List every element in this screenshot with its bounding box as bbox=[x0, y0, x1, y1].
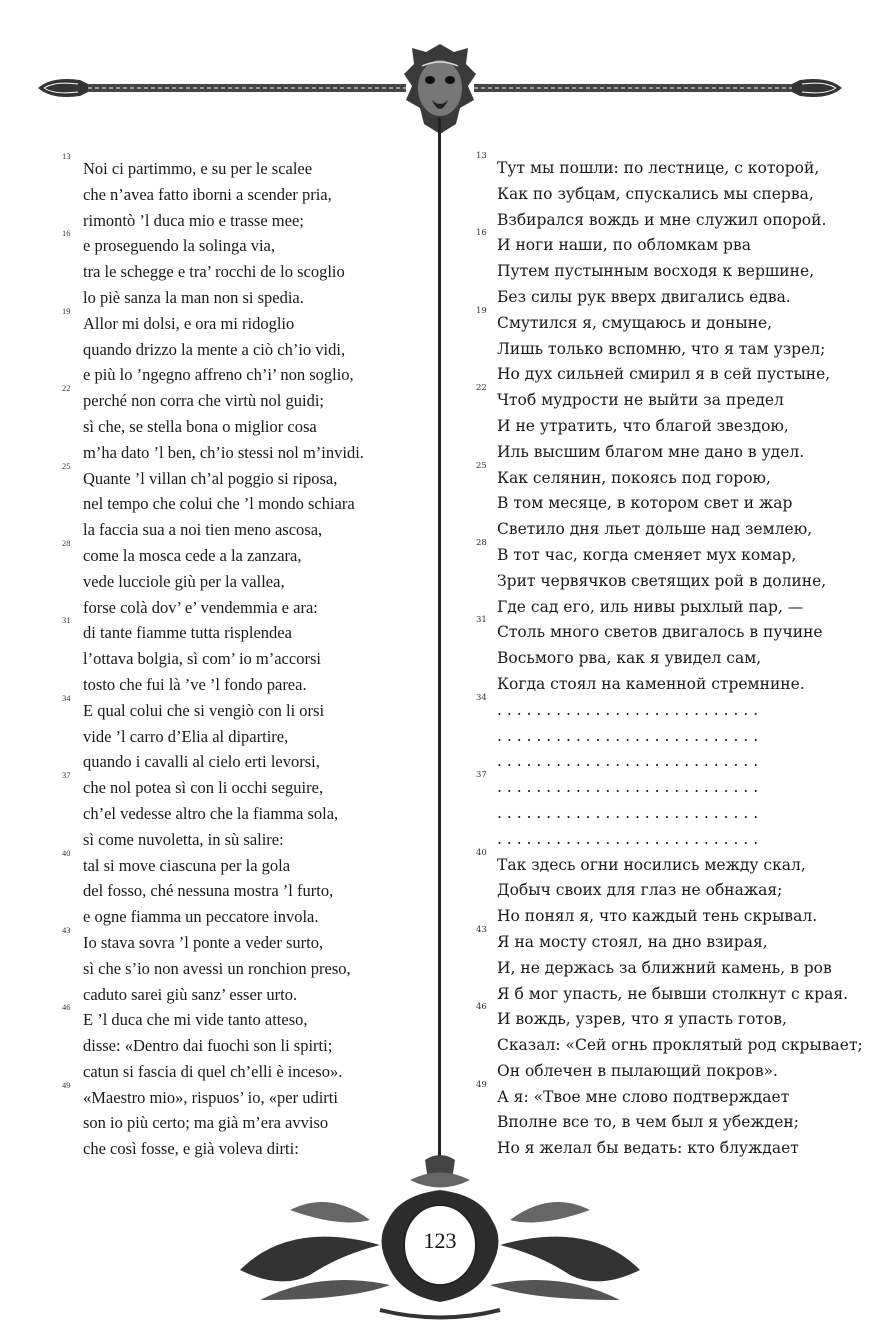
verse-line bbox=[476, 692, 856, 724]
verse-line bbox=[62, 672, 422, 698]
verse-line bbox=[476, 383, 856, 414]
verse-number: 28 bbox=[62, 537, 71, 548]
verse-line bbox=[476, 847, 856, 879]
verse-text: disse: «Dentro dai fuochi son li spirti; bbox=[83, 1036, 333, 1056]
verse-line bbox=[62, 491, 422, 517]
foliage-left-icon bbox=[240, 1202, 390, 1300]
verse-line bbox=[62, 182, 422, 208]
verse-line bbox=[62, 749, 422, 775]
verse-line bbox=[476, 770, 856, 801]
verse-line bbox=[476, 878, 856, 904]
verse-line bbox=[62, 569, 422, 595]
verse-number: 49 bbox=[62, 1079, 71, 1090]
verse-text: ch’el vedesse altro che la fiamma sola, bbox=[83, 803, 339, 823]
verse-number: 25 bbox=[62, 460, 71, 471]
verse-text: forse colà dov’ e’ vendemmia e ara: bbox=[83, 597, 318, 617]
verse-text: quando drizzo la mente a ciò ch’io vidi, bbox=[83, 339, 346, 359]
verse-line bbox=[62, 801, 422, 827]
verse-text: vede lucciole giù per la vallea, bbox=[83, 571, 285, 591]
verse-line bbox=[62, 517, 422, 543]
column-divider bbox=[438, 118, 441, 1158]
verse-text: «Maestro mio», rispuos’ io, «per udirti bbox=[83, 1087, 338, 1107]
verse-text: Сказал: «Сей огнь проклятый род скрывает; bbox=[497, 1036, 863, 1055]
russian-column bbox=[476, 151, 863, 1162]
verse-line bbox=[62, 1002, 422, 1033]
verse-line bbox=[62, 847, 422, 879]
left-finial-icon bbox=[38, 79, 88, 97]
verse-number: 25 bbox=[476, 460, 487, 471]
verse-text: tra le schegge e tra’ rocchi de lo scoglio bbox=[83, 262, 345, 282]
verse-line bbox=[476, 259, 856, 285]
verse-number: 19 bbox=[476, 305, 487, 316]
verse-line bbox=[62, 362, 422, 388]
verse-text: vide ’l carro d’Elia al dipartire, bbox=[83, 726, 289, 746]
verse-text: Как селянин, покоясь под горою, bbox=[497, 468, 771, 487]
verse-text: Allor mi dolsi, e ora mi ridoglio bbox=[83, 313, 295, 333]
verse-number: 16 bbox=[62, 228, 71, 239]
verse-number: 43 bbox=[476, 924, 487, 935]
verse-text: Смутился я, смущаюсь и доныне, bbox=[497, 313, 773, 332]
verse-line bbox=[62, 440, 422, 466]
verse-number: 22 bbox=[476, 383, 487, 394]
verse-text: И ноги наши, по обломкам рва bbox=[497, 236, 751, 255]
verse-text: . . . . . . . . . . . . . . . . . . . . . . . . . . . bbox=[497, 829, 759, 848]
verse-text: Я на мосту стоял, на дно взирая, bbox=[497, 932, 768, 951]
verse-text: Лишь только вспомню, что я там узрел; bbox=[497, 339, 826, 358]
verse-line bbox=[62, 337, 422, 363]
verse-text: Но дух сильней смирил я в сей пустыне, bbox=[497, 365, 831, 384]
verse-text: Где сад его, иль нивы рыхлый пар, — bbox=[497, 597, 804, 616]
verse-text: И не утратить, что благой звездою, bbox=[497, 416, 789, 435]
verse-line bbox=[62, 383, 422, 414]
verse-number: 46 bbox=[62, 1002, 71, 1013]
verse-line bbox=[62, 537, 422, 569]
verse-line bbox=[476, 724, 856, 750]
verse-number: 43 bbox=[62, 924, 71, 935]
verse-text: Quante ’l villan ch’al poggio si riposa, bbox=[83, 468, 338, 488]
verse-text: Светило дня льет дольше над землею, bbox=[497, 520, 813, 539]
verse-text: . . . . . . . . . . . . . . . . . . . . . . . . . . . bbox=[497, 726, 759, 745]
verse-text: И, не держась за ближний камень, в ров bbox=[497, 958, 832, 977]
verse-line bbox=[476, 491, 856, 517]
verse-line bbox=[62, 692, 422, 724]
verse-line bbox=[62, 827, 422, 853]
verse-line bbox=[476, 569, 856, 595]
verse-line bbox=[62, 770, 422, 801]
verse-number: 46 bbox=[476, 1002, 487, 1013]
verse-line bbox=[476, 537, 856, 569]
verse-text: Путем пустынным восходя к вершине, bbox=[497, 262, 815, 281]
verse-number: 19 bbox=[62, 305, 71, 316]
verse-number: 40 bbox=[62, 847, 71, 858]
verse-text: perché non corra che virtù nol guidi; bbox=[83, 391, 324, 411]
verse-text: Как по зубцам, спускались мы сперва, bbox=[497, 184, 814, 203]
verse-line bbox=[62, 956, 422, 982]
verse-number: 49 bbox=[476, 1079, 487, 1090]
verse-line bbox=[476, 646, 856, 672]
verse-text: l’ottava bolgia, sì com’ io m’accorsi bbox=[83, 649, 321, 669]
verse-text: Восьмого рва, как я увидел сам, bbox=[497, 649, 762, 668]
verse-text: caduto sarei giù sanz’ esser urto. bbox=[83, 984, 298, 1004]
verse-line bbox=[476, 337, 856, 363]
verse-line bbox=[62, 1110, 422, 1136]
verse-number: 13 bbox=[62, 151, 71, 161]
verse-text: sì che s’io non avessi un ronchion preso, bbox=[83, 958, 351, 978]
verse-text: e più lo ’ngegno affreno ch’i’ non soglio, bbox=[83, 365, 354, 385]
verse-line bbox=[476, 1033, 863, 1059]
verse-line bbox=[476, 305, 856, 337]
verse-line bbox=[62, 924, 422, 956]
verse-text: lo piè sanza la man non si spedia. bbox=[83, 287, 304, 307]
verse-text: Тут мы пошли: по лестнице, с которой, bbox=[497, 159, 820, 177]
verse-text: В том месяце, в котором свет и жар bbox=[497, 494, 793, 513]
verse-text: sì che, se stella bona o miglior cosa bbox=[83, 416, 317, 436]
verse-text: Я б мог упасть, не бывши столкнут с края. bbox=[497, 984, 849, 1003]
rod-left bbox=[88, 84, 406, 92]
verse-text: e ogne fiamma un peccatore invola. bbox=[83, 907, 319, 927]
verse-line bbox=[476, 827, 856, 853]
verse-line bbox=[62, 982, 422, 1008]
verse-text: E qual colui che si vengiò con li orsi bbox=[83, 700, 325, 720]
verse-line bbox=[62, 1033, 422, 1059]
verse-number: 34 bbox=[62, 692, 71, 703]
verse-text: Взбирался вождь и мне служил опорой. bbox=[497, 210, 827, 229]
verse-line bbox=[62, 305, 422, 337]
verse-number: 22 bbox=[62, 383, 71, 394]
verse-line bbox=[476, 615, 856, 646]
verse-line bbox=[476, 414, 856, 440]
verse-number: 31 bbox=[476, 615, 487, 626]
verse-text: Но понял я, что каждый тень скрывал. bbox=[497, 907, 818, 926]
verse-text: . . . . . . . . . . . . . . . . . . . . . . . . . . . bbox=[497, 778, 759, 797]
verse-line bbox=[476, 285, 856, 311]
verse-text: come la mosca cede a la zanzara, bbox=[83, 545, 302, 565]
verse-line bbox=[62, 1079, 422, 1111]
verse-line bbox=[62, 460, 422, 492]
verse-text: Чтоб мудрости не выйти за предел bbox=[497, 391, 784, 410]
verse-text: nel tempo che colui che ’l mondo schiara bbox=[83, 494, 355, 514]
verse-text: Так здесь огни носились между скал, bbox=[497, 855, 806, 874]
verse-text: che n’avea fatto iborni a scender pria, bbox=[83, 184, 332, 204]
verse-text: che nol potea sì con li occhi seguire, bbox=[83, 778, 324, 798]
verse-line bbox=[476, 1110, 856, 1136]
verse-line bbox=[62, 595, 422, 621]
verse-text: son io più certo; ma già m’era avviso bbox=[83, 1113, 329, 1133]
verse-number: 37 bbox=[476, 770, 487, 781]
verse-number: 16 bbox=[476, 228, 487, 239]
verse-text: rimontò ’l duca mio e trasse mee; bbox=[83, 210, 304, 230]
verse-number: 13 bbox=[476, 151, 487, 161]
verse-text: . . . . . . . . . . . . . . . . . . . . . . . . . . . bbox=[497, 803, 759, 822]
verse-text: tosto che fui là ’ve ’l fondo parea. bbox=[83, 674, 307, 694]
verse-line bbox=[476, 982, 856, 1008]
verse-line bbox=[476, 595, 856, 621]
verse-text: Без силы рук вверх двигались едва. bbox=[497, 287, 791, 306]
verse-number: 34 bbox=[476, 692, 487, 703]
verse-text: Он облечен в пылающий покров». bbox=[497, 1061, 778, 1080]
verse-text: Вполне все то, в чем был я убежден; bbox=[497, 1113, 799, 1132]
verse-line bbox=[476, 1059, 856, 1085]
verse-text: Io stava sovra ’l ponte a veder surto, bbox=[83, 932, 324, 952]
rod-right bbox=[474, 84, 792, 92]
verse-text: m’ha dato ’l ben, ch’io stessi nol m’invidi. bbox=[83, 442, 364, 462]
verse-text: . . . . . . . . . . . . . . . . . . . . . . . . . . . bbox=[497, 700, 759, 719]
verse-line bbox=[62, 615, 422, 646]
verse-text: Зрит червячков светящих рой в долине, bbox=[497, 571, 827, 590]
verse-line bbox=[476, 228, 856, 259]
verse-text: sì come nuvoletta, in sù salire: bbox=[83, 829, 284, 849]
verse-line bbox=[476, 460, 856, 492]
verse-number: 28 bbox=[476, 537, 487, 548]
verse-number: 31 bbox=[62, 615, 71, 626]
verse-line bbox=[476, 801, 856, 827]
verse-line bbox=[476, 517, 856, 543]
verse-line bbox=[62, 1059, 422, 1085]
verse-text: catun si fascia di quel ch’elli è inceso». bbox=[83, 1061, 343, 1081]
verse-line bbox=[62, 259, 422, 285]
verse-text: . . . . . . . . . . . . . . . . . . . . . . . . . . . bbox=[497, 752, 759, 771]
verse-text: del fosso, ché nessuna mostra ’l furto, bbox=[83, 881, 334, 901]
verse-line bbox=[62, 646, 422, 672]
verse-line bbox=[62, 228, 422, 259]
italian-column bbox=[62, 151, 422, 1162]
foliage-right-icon bbox=[490, 1202, 640, 1300]
verse-text: Noi ci partimmo, e su per le scalee bbox=[83, 159, 313, 178]
verse-text: Добыч своих для глаз не обнажая; bbox=[497, 881, 783, 900]
verse-line bbox=[476, 672, 856, 698]
verse-line bbox=[476, 440, 856, 466]
verse-line bbox=[476, 208, 856, 234]
verse-text: А я: «Твое мне слово подтверждает bbox=[497, 1087, 790, 1106]
verse-text: И вождь, узрев, что я упасть готов, bbox=[497, 1010, 787, 1029]
verse-line bbox=[476, 151, 856, 182]
verse-line bbox=[476, 1002, 856, 1033]
verse-text: Столь много светов двигалось в пучине bbox=[497, 623, 823, 642]
verse-text: e proseguendo la solinga via, bbox=[83, 236, 275, 256]
verse-line bbox=[476, 1079, 856, 1111]
verse-number: 37 bbox=[62, 770, 71, 781]
page-number: 123 bbox=[423, 1228, 457, 1253]
verse-text: tal si move ciascuna per la gola bbox=[83, 855, 291, 875]
verse-text: Когда стоял на каменной стремнине. bbox=[497, 674, 805, 693]
verse-line bbox=[476, 956, 856, 982]
verse-line bbox=[62, 878, 422, 904]
verse-line bbox=[62, 904, 422, 930]
verse-number: 40 bbox=[476, 847, 487, 858]
verse-text: la faccia sua a noi tien meno ascosa, bbox=[83, 520, 323, 540]
verse-line bbox=[62, 724, 422, 750]
verse-text: quando i cavalli al cielo erti levorsi, bbox=[83, 752, 320, 772]
verse-line bbox=[62, 414, 422, 440]
right-finial-icon bbox=[792, 79, 842, 97]
verse-line bbox=[476, 924, 856, 956]
verse-line bbox=[476, 362, 856, 388]
verse-line bbox=[476, 749, 856, 775]
verse-text: Иль высшим благом мне дано в удел. bbox=[497, 442, 805, 461]
verse-text: E ’l duca che mi vide tanto atteso, bbox=[83, 1010, 308, 1030]
verse-line bbox=[62, 208, 422, 234]
verse-text: Но я желал бы ведать: кто блуждает bbox=[497, 1139, 799, 1158]
urn-top-icon bbox=[410, 1155, 470, 1188]
verse-line bbox=[476, 182, 856, 208]
verse-text: che così fosse, e già voleva dirti: bbox=[83, 1139, 299, 1159]
verse-text: di tante fiamme tutta risplendea bbox=[83, 623, 292, 643]
verse-text: В тот час, когда сменяет мух комар, bbox=[497, 545, 797, 564]
verse-line bbox=[476, 904, 856, 930]
verse-line bbox=[62, 285, 422, 311]
verse-line bbox=[62, 151, 422, 182]
